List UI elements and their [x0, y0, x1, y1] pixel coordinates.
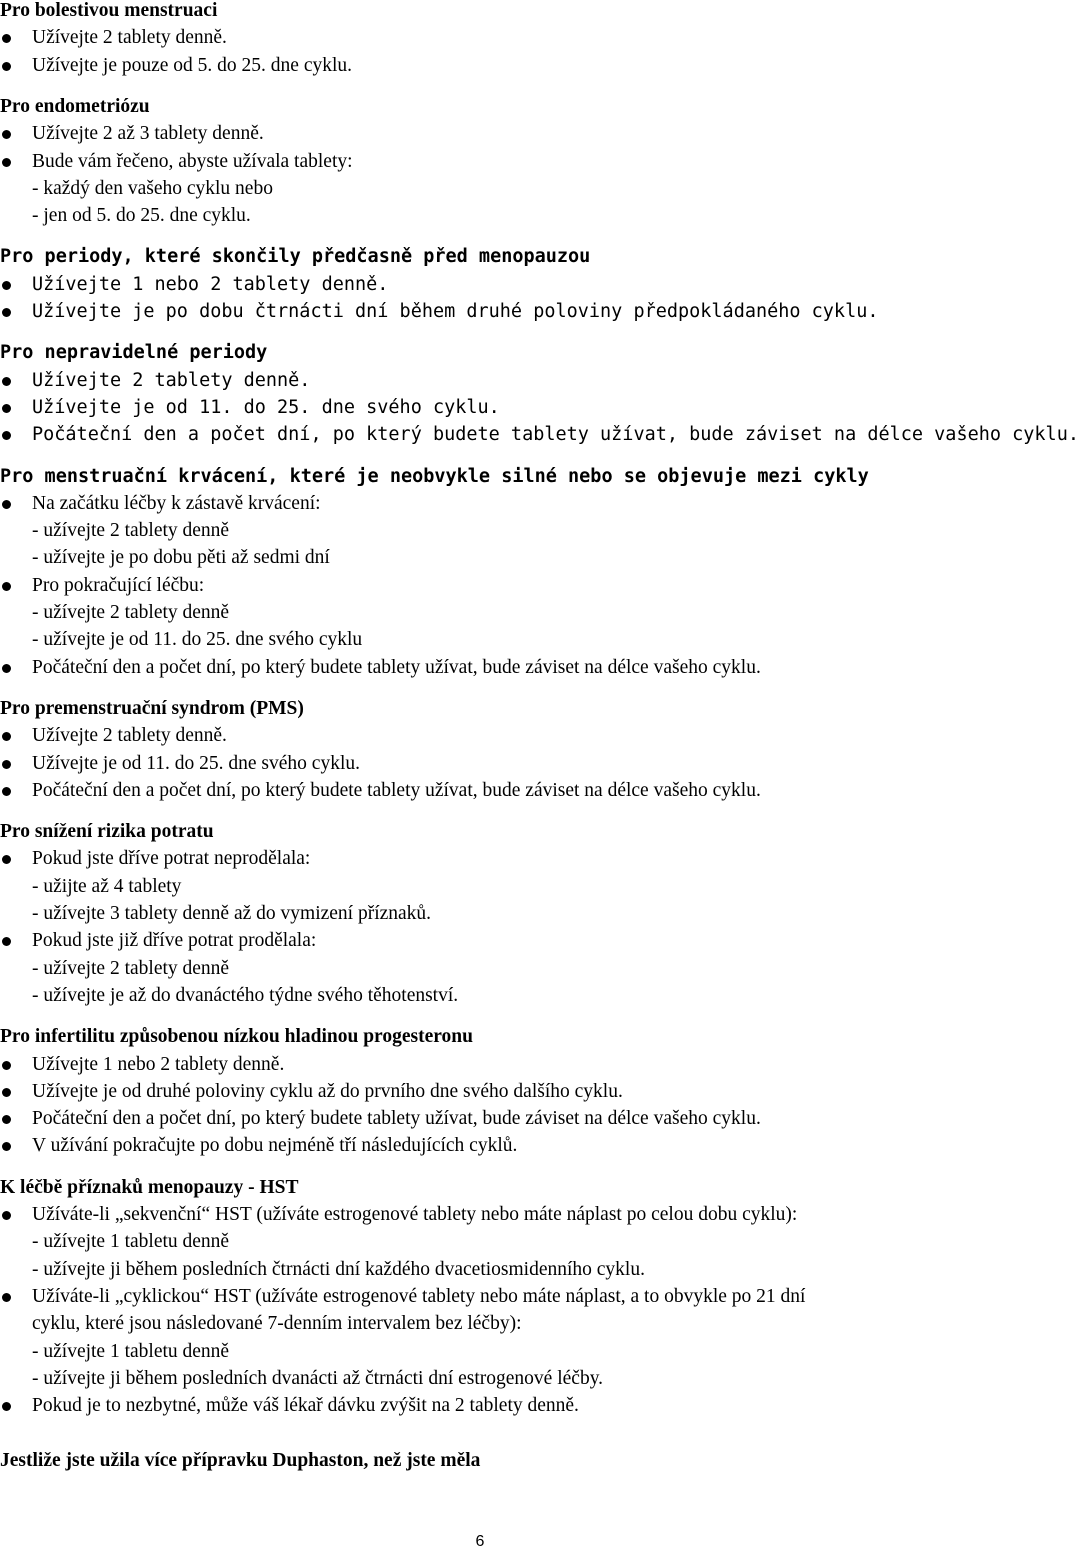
sub-item: - užívejte 1 tabletu denně [32, 1340, 230, 1362]
bullet-icon [2, 1142, 11, 1151]
bullet-icon [2, 158, 11, 167]
bullet-item: Na začátku léčby k zástavě krvácení: [32, 492, 321, 514]
bullet-item: Užíváte-li „sekvenční“ HST (užíváte estrogenové tablety nebo máte náplast po celou dobu cyklu): [32, 1204, 798, 1225]
bullet-item: Užívejte je od druhé poloviny cyklu až do prvního dne svého dalšího cyklu. [32, 1080, 623, 1102]
sub-item: - užívejte 1 tabletu denně [32, 1231, 230, 1253]
bullet-item: Pokud jste již dříve potrat prodělala: [32, 930, 317, 952]
sub-item: - užívejte ji během posledních čtrnácti dní každého dvacetiosmidenního cyklu. [32, 1258, 645, 1280]
bullet-icon [2, 1061, 11, 1070]
bullet-icon [2, 1088, 11, 1097]
bullet-item: Pokud jste dříve potrat neprodělala: [32, 848, 311, 870]
bullet-item: Užívejte 2 tablety denně. [32, 725, 227, 747]
sub-item: - užijte až 4 tablety [32, 875, 182, 897]
bullet-icon [2, 582, 11, 591]
bullet-icon [2, 308, 11, 317]
bullet-icon [2, 1402, 11, 1411]
section-heading: Pro infertilitu způsobenou nízkou hladinou progesteronu [0, 1026, 473, 1048]
sub-item: - užívejte je po dobu pěti až sedmi dní [32, 547, 330, 569]
section-heading: Jestliže jste užila více přípravku Duphaston, než jste měla [0, 1450, 481, 1472]
sub-item: - jen od 5. do 25. dne cyklu. [32, 205, 251, 227]
sub-item: - užívejte 3 tablety denně až do vymizení příznaků. [32, 903, 432, 924]
bullet-icon [2, 732, 11, 741]
bullet-item: Užívejte 2 až 3 tablety denně. [32, 123, 264, 145]
sub-item: - každý den vašeho cyklu nebo [32, 177, 273, 199]
section-heading: Pro bolestivou menstruaci [0, 0, 218, 21]
section-heading: Pro periody, které skončily předčasně před menopauzou [0, 246, 591, 268]
bullet-item: Počáteční den a počet dní, po který budete tablety užívat, bude záviset na délce vašeho cyklu. [32, 1108, 761, 1130]
bullet-icon [2, 787, 11, 796]
bullet-item: Užíváte-li „cyklickou“ HST (užíváte estrogenové tablety nebo máte náplast, a to obvykle po 21 dní [32, 1285, 806, 1307]
bullet-icon [2, 855, 11, 864]
bullet-icon [2, 431, 11, 440]
bullet-item: Užívejte je od 11. do 25. dne svého cyklu. [32, 396, 500, 418]
bullet-item: Počáteční den a počet dní, po který budete tablety užívat, bude záviset na délce vašeho cyklu. [32, 779, 761, 801]
bullet-item: Pokud je to nezbytné, může váš lékař dávku zvýšit na 2 tablety denně. [32, 1395, 579, 1417]
bullet-icon [2, 62, 11, 71]
bullet-icon [2, 760, 11, 769]
sub-item: - užívejte 2 tablety denně [32, 520, 230, 542]
sub-item: - užívejte je od 11. do 25. dne svého cyklu [32, 629, 363, 651]
section-heading: Pro snížení rizika potratu [0, 821, 214, 843]
section-heading: Pro premenstruační syndrom (PMS) [0, 697, 304, 719]
bullet-item: Počáteční den a počet dní, po který budete tablety užívat, bude záviset na délce vašeho cyklu. [32, 424, 1079, 446]
bullet-icon [2, 404, 11, 413]
section-heading: Pro menstruační krvácení, které je neobvykle silné nebo se objevuje mezi cykly [0, 465, 869, 487]
bullet-icon [2, 130, 11, 139]
bullet-item: Užívejte je pouze od 5. do 25. dne cyklu. [32, 54, 353, 76]
bullet-icon [2, 664, 11, 673]
bullet-item: Užívejte je po dobu čtrnácti dní během druhé poloviny předpokládaného cyklu. [32, 301, 879, 322]
section-heading: Pro nepravidelné periody [0, 342, 268, 364]
bullet-item: Užívejte 1 nebo 2 tablety denně. [32, 273, 389, 295]
bullet-item: Počáteční den a počet dní, po který budete tablety užívat, bude záviset na délce vašeho cyklu. [32, 656, 761, 678]
bullet-icon [2, 377, 11, 386]
bullet-icon [2, 937, 11, 946]
sub-item: - užívejte ji během posledních dvanácti až čtrnácti dní estrogenové léčby. [32, 1367, 604, 1389]
bullet-item: Užívejte je od 11. do 25. dne svého cyklu. [32, 752, 360, 774]
bullet-item: Pro pokračující léčbu: [32, 574, 205, 596]
bullet-icon [2, 34, 11, 43]
bullet-icon [2, 500, 11, 509]
bullet-icon [2, 1211, 11, 1220]
bullet-item: V užívání pokračujte po dobu nejméně tří následujících cyklů. [32, 1135, 518, 1157]
section-heading: K léčbě příznaků menopauzy - HST [0, 1176, 299, 1198]
bullet-item: Užívejte 2 tablety denně. [32, 369, 311, 391]
bullet-item: Bude vám řečeno, abyste užívala tablety: [32, 150, 353, 172]
sub-item: cyklu, které jsou následované 7-denním intervalem bez léčby): [32, 1313, 522, 1335]
bullet-icon [2, 281, 11, 290]
bullet-item: Užívejte 1 nebo 2 tablety denně. [32, 1053, 285, 1075]
page-number: 6 [475, 1533, 485, 1550]
section-heading: Pro endometriózu [0, 95, 150, 117]
sub-item: - užívejte 2 tablety denně [32, 957, 230, 979]
sub-item: - užívejte je až do dvanáctého týdne svého těhotenství. [32, 984, 459, 1006]
bullet-icon [2, 1293, 11, 1302]
sub-item: - užívejte 2 tablety denně [32, 602, 230, 623]
bullet-icon [2, 1115, 11, 1124]
bullet-item: Užívejte 2 tablety denně. [32, 27, 227, 49]
